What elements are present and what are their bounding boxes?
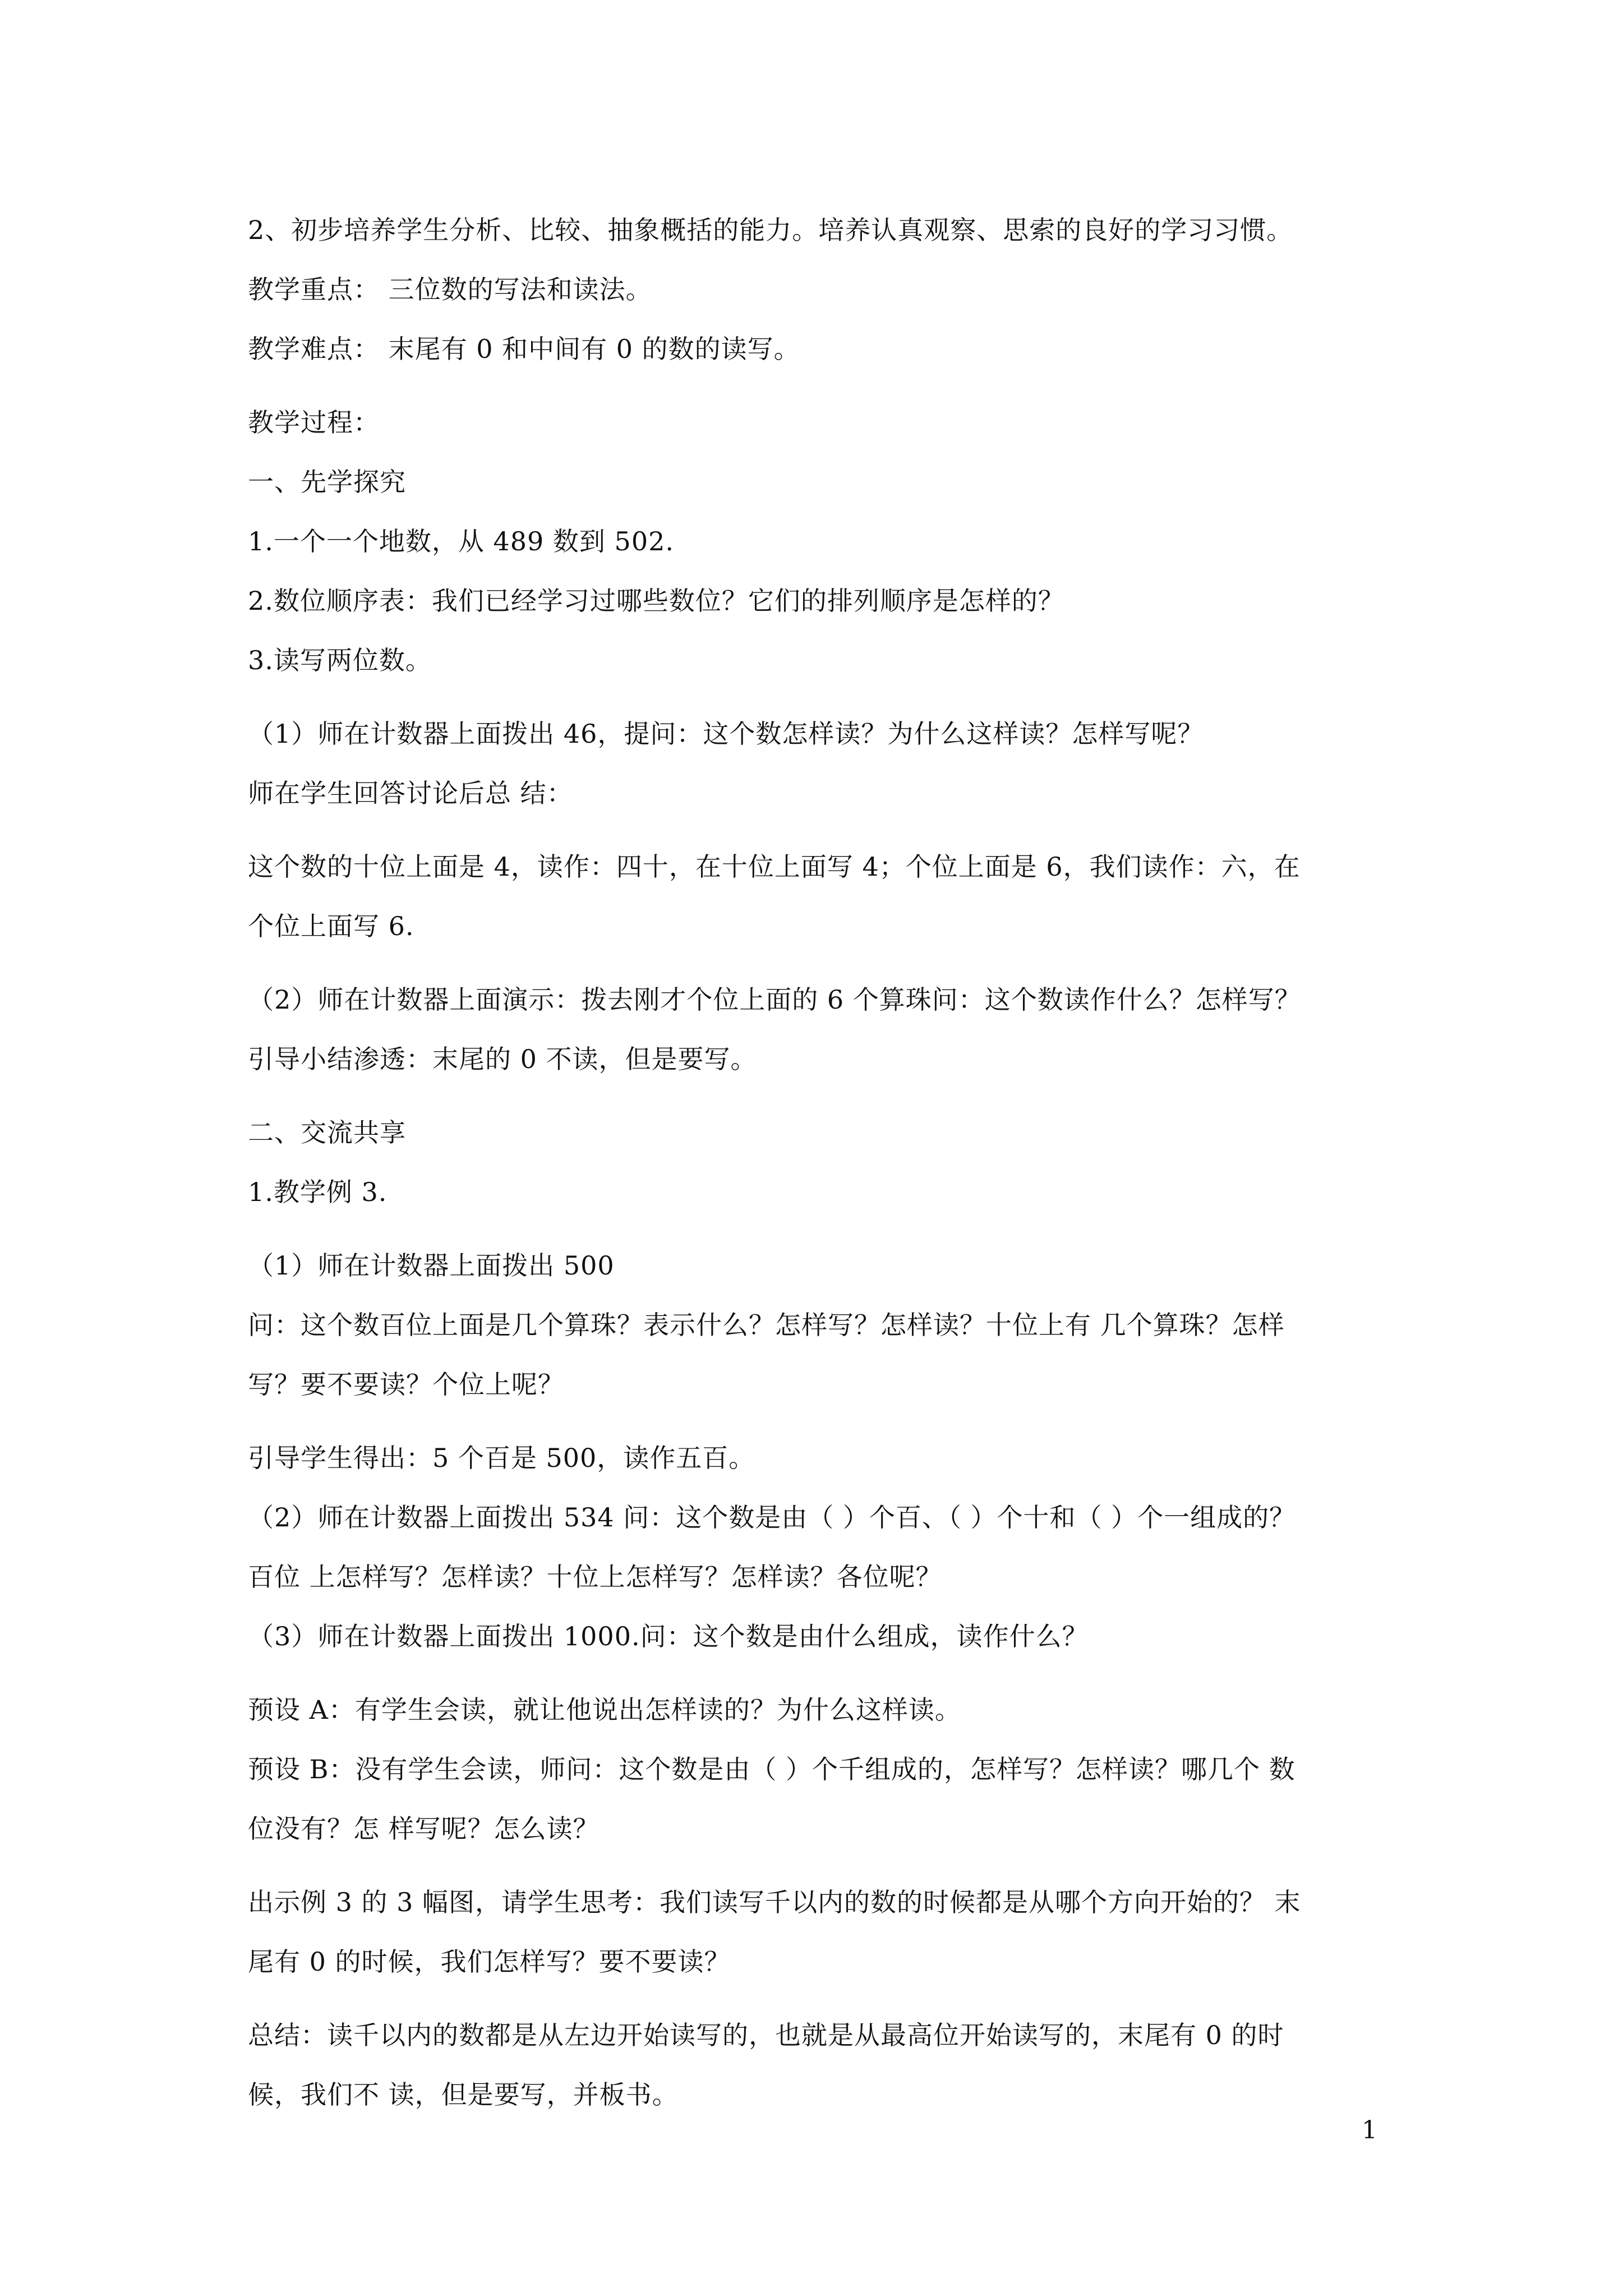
text-line-9: （1）师在计数器上面拨出 46，提问：这个数怎样读？为什么这样读？怎样写呢？ <box>248 719 1204 749</box>
text-line-22: 百位 上怎样写？怎样读？十位上怎样写？怎样读？各位呢？ <box>248 1562 942 1592</box>
text-line-25: 预设 B：没有学生会读，师问：这个数是由（ ）个千组成的，怎样写？怎样读？哪几个 数 <box>248 1754 1295 1784</box>
text-line-6: 1.一个一个地数，从 489 数到 502. <box>248 526 674 556</box>
text-line-24: 预设 A：有学生会读，就让他说出怎样读的？为什么这样读。 <box>248 1695 961 1725</box>
text-line-21: （2）师在计数器上面拨出 534 问：这个数是由（ ）个百、（ ）个十和（ ）个一组成的？ <box>248 1502 1296 1533</box>
text-line-17: （1）师在计数器上面拨出 500 <box>248 1250 615 1281</box>
text-line-1: 2、初步培养学生分析、比较、抽象概括的能力。培养认真观察、思索的良好的学习习惯。 <box>248 215 1293 245</box>
text-line-11: 这个数的十位上面是 4，读作：四十，在十位上面写 4；个位上面是 6，我们读作：六，在 <box>248 852 1301 882</box>
text-line-8: 3.读写两位数。 <box>248 645 432 675</box>
text-line-5: 一、先学探究 <box>248 467 406 497</box>
text-line-2: 教学重点： 三位数的写法和读法。 <box>248 274 652 305</box>
text-line-23: （3）师在计数器上面拨出 1000.问：这个数是由什么组成，读作什么？ <box>248 1621 1089 1651</box>
text-line-30: 候，我们不 读，但是要写，并板书。 <box>248 2079 679 2110</box>
text-line-13: （2）师在计数器上面演示：拨去刚才个位上面的 6 个算珠问：这个数读作什么？怎样写？ <box>248 984 1301 1015</box>
text-line-3: 教学难点： 末尾有 0 和中间有 0 的数的读写。 <box>248 334 800 364</box>
page-number: 1 <box>1362 2116 1377 2145</box>
text-line-14: 引导小结渗透：末尾的 0 不读，但是要写。 <box>248 1044 757 1074</box>
text-line-10: 师在学生回答讨论后总 结： <box>248 778 573 808</box>
text-line-26: 位没有？怎 样写呢？怎么读？ <box>248 1814 600 1844</box>
text-line-18: 问：这个数百位上面是几个算珠？表示什么？怎样写？怎样读？十位上有 几个算珠？怎样 <box>248 1310 1285 1340</box>
text-line-15: 二、交流共享 <box>248 1117 406 1148</box>
text-line-20: 引导学生得出：5 个百是 500，读作五百。 <box>248 1443 755 1473</box>
text-line-16: 1.教学例 3. <box>248 1177 388 1207</box>
text-line-12: 个位上面写 6. <box>248 911 414 941</box>
text-line-29: 总结：读千以内的数都是从左边开始读写的，也就是从最高位开始读写的，末尾有 0 的时 <box>248 2020 1284 2050</box>
text-line-28: 尾有 0 的时候，我们怎样写？要不要读？ <box>248 1947 731 1977</box>
text-line-7: 2.数位顺序表：我们已经学习过哪些数位？它们的排列顺序是怎样的？ <box>248 586 1064 616</box>
text-line-19: 写？要不要读？个位上呢？ <box>248 1369 564 1400</box>
text-line-27: 出示例 3 的 3 幅图，请学生思考：我们读写千以内的数的时候都是从哪个方向开始的？ 末 <box>248 1887 1301 1917</box>
text-line-4: 教学过程： <box>248 407 380 438</box>
